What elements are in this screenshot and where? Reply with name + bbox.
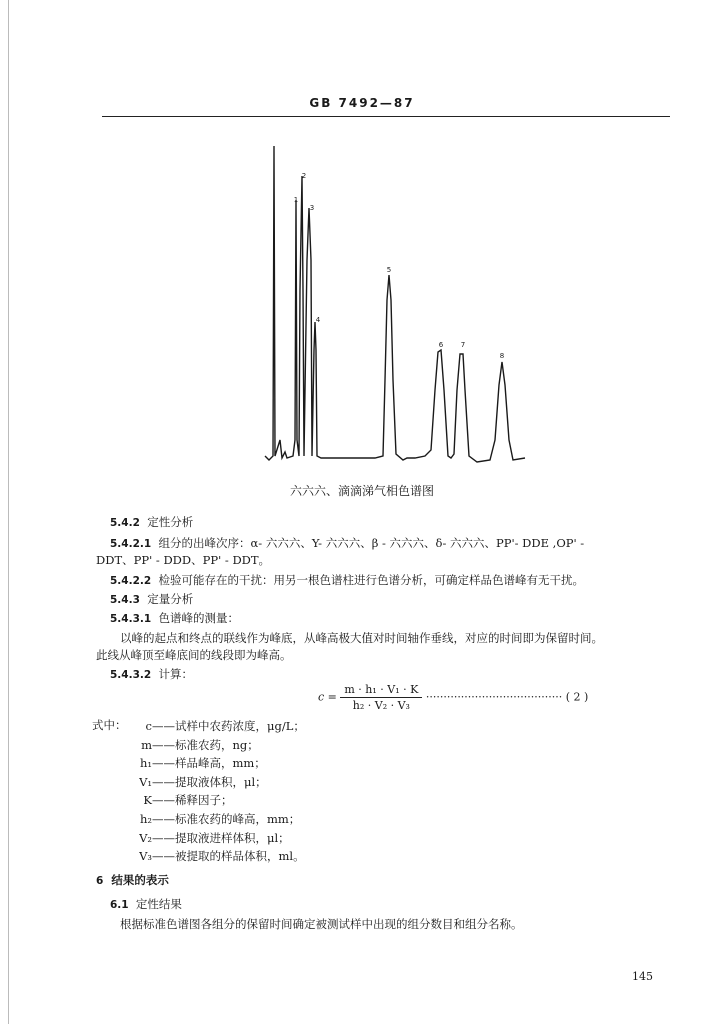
peak-measurement-paragraph-line1: 以峰的起点和终点的联线作为峰底，从峰高极大值对时间轴作垂线，对应的时间即为保留时间。 bbox=[120, 631, 603, 645]
where-item-c: c——试样中农药浓度，μg/L； bbox=[145, 719, 305, 733]
chromatogram-trace bbox=[265, 146, 525, 462]
section-6-1-text: 根据标准色谱图各组分的保留时间确定被测试样中出现的组分数目和组分名称。 bbox=[120, 917, 523, 931]
section-6-1-heading: 6.1 定性结果 bbox=[110, 897, 182, 911]
where-item-h2: h₂——标准农药的峰高，mm； bbox=[139, 811, 301, 826]
where-item-m: m——标准农药，ng； bbox=[141, 737, 259, 752]
where-item-v2: V₂——提取液进样体积，μl； bbox=[139, 830, 290, 845]
figure-caption: 六六六、滴滴涕气相色谱图 bbox=[289, 484, 434, 498]
where-item-v3: V₃——被提取的样品体积，ml。 bbox=[139, 849, 305, 864]
peak-label-7: 7 bbox=[460, 341, 466, 349]
where-item-v1: V₁——提取液体积，μl； bbox=[139, 774, 267, 789]
section-5-4-2-2: 5.4.2.2 检验可能存在的干扰：用另一根色谱柱进行色谱分析，可确定样品色谱峰有无干扰。 bbox=[110, 573, 585, 587]
section-5-4-3: 5.4.3 定量分析 bbox=[110, 592, 194, 606]
concentration-formula: c = $\frac{\text{m · h₁ · V₁ · K}}{\text{h₂ · V₂ · V₃}}$ ······································· ( 2 ) bbox=[318, 683, 589, 712]
peak-measurement-paragraph-line2: 此线从峰顶至峰底间的线段即为峰高。 bbox=[96, 648, 292, 662]
formula-fraction: $\frac{\text{m · h₁ · V₁ · K}}{\text{h₂ · V₂ · V₃}}$ bbox=[340, 683, 422, 712]
header-rule bbox=[102, 116, 670, 117]
peak-label-1: 1 bbox=[293, 196, 299, 204]
peak-label-5: 5 bbox=[386, 266, 392, 274]
where-item-h1: h₁——样品峰高，mm； bbox=[139, 756, 266, 771]
page-number: 145 bbox=[632, 970, 653, 983]
section-5-4-2-1-cont: DDT、PP' - DDD、PP' - DDT。 bbox=[96, 553, 271, 567]
where-list bbox=[136, 717, 305, 866]
section-5-4-2: 5.4.2 定性分析 bbox=[110, 515, 194, 529]
section-5-4-3-1: 5.4.3.1 色谱峰的测量： bbox=[110, 611, 240, 625]
section-5-4-2-1: 5.4.2.1 组分的出峰次序：α- 六六六、Y- 六六六、β - 六六六、δ- 六六六、PP'- DDE ,OP' - bbox=[110, 536, 585, 550]
where-intro: 式中： bbox=[92, 718, 127, 732]
section-5-4-3-2: 5.4.3.2 计算： bbox=[110, 667, 194, 681]
section-6-heading: 6 结果的表示 bbox=[96, 873, 169, 887]
peak-label-3: 3 bbox=[309, 204, 315, 212]
standard-code-header: GB 7492—87 bbox=[309, 96, 415, 110]
peak-label-4: 4 bbox=[315, 316, 321, 324]
peak-label-6: 6 bbox=[438, 341, 444, 349]
chromatogram-figure bbox=[255, 140, 535, 480]
where-item-k: K——稀释因子； bbox=[143, 793, 233, 808]
peak-label-2: 2 bbox=[301, 172, 307, 180]
peak-label-8: 8 bbox=[499, 352, 505, 360]
page-left-border bbox=[8, 0, 9, 1024]
